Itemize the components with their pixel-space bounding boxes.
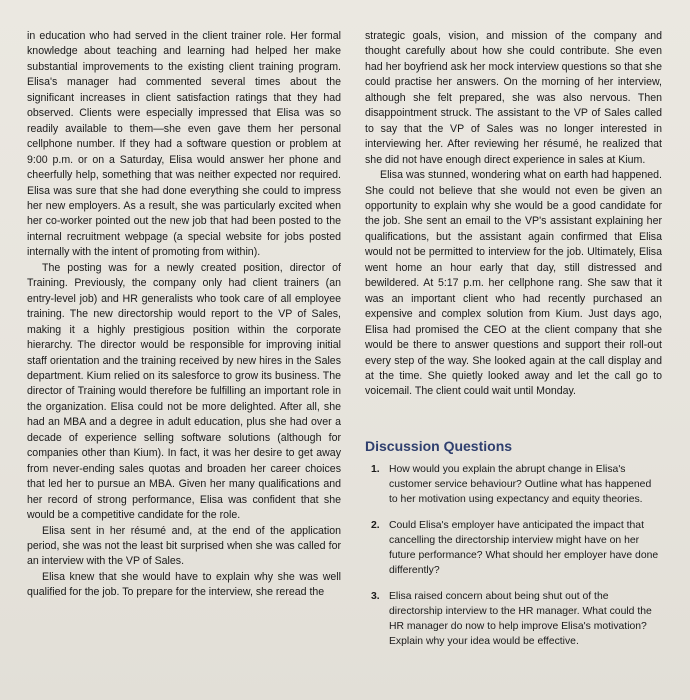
question-number: 1. [371, 464, 380, 475]
question-item [365, 462, 662, 507]
question-item [365, 518, 662, 578]
right-paragraph-2: Elisa was stunned, wondering what on earth had happened. She could not believe that she would not even be given an opportunity to explain why she would be a good candidate for the job. She sent an email to the VP's assistant explaining her qualifications, but the assistant again confirmed that Elisa would not be permitted to interview for the job. Ultimately, Elisa went home an hour early that day, still distressed and bewildered. At 5:17 p.m. her cellphone rang. She saw that it was an important client who had recently purchased an expensive and complex solution from Kium. Just days ago, Elisa had promised the CEO at the client company that she would be there to answer questions and support their roll-out every step of the way. She looked again at the call display and at the time. She quietly looked away and let the call go to voicemail. The client could wait until Monday. [365, 169, 662, 398]
left-paragraph-1: in education who had served in the client trainer role. Her formal knowledge about teaching and learning had helped her make substantial improvements to the existing client training program. Elisa's manager had commented several times about the significant increases in client satisfaction ratings that they had observed. Clients were especially impressed that Elisa was so readily available to them—she even gave them her personal cellphone number. If they had a software question or problem at 9:00 p.m. or on a Saturday, Elisa would answer her phone and cheerfully help, something that was neither expected nor required. Elisa was sure that she had done everything she could to impress her new employers. As a result, she was particularly excited when her co-worker pointed out the new job that had been posted to the internal recruitment webpage (a special website for jobs posted internally with the intent of promoting from within). [27, 30, 341, 259]
left-paragraph-4: Elisa knew that she would have to explain why she was well qualified for the job. To prepare for the interview, she reread the [27, 570, 341, 599]
question-text: Could Elisa's employer have anticipated the impact that cancelling the directorship interview might have on her future performance? What should her employer have done differently? [389, 520, 659, 576]
discussion-questions-heading: Discussion Questions [365, 438, 513, 454]
question-number: 2. [371, 520, 380, 531]
question-number: 3. [371, 591, 380, 602]
question-item [365, 589, 662, 649]
left-paragraph-2: The posting was for a newly created position, director of Training. Previously, the company only had client trainers (an entry-level job) and HR generalists who took care of all employee training. The new directorship would report to the VP of Sales, making it a highly prestigious position within the corporate hierarchy. The director would be responsible for improving initial staff orientation and the training received by new hires in the Sales department. Kium relied on its salesforce to grow its business. The director of Training would therefore be fulfilling an important role in the organization. Elisa could not be more delighted. After all, she had an MBA and a degree in adult education, plus she had over a decade of experience selling software solutions (although for companies other than Kium). In fact, it was her desire to get away from never-ending sales quotas and broaden her career choices that led her to pursue an MBA. Given her many qualifications and her record of strong performance, Elisa was confident that she would be a competitive candidate for the role. [27, 261, 341, 522]
discussion-questions-list [365, 462, 662, 660]
question-text: How would you explain the abrupt change in Elisa's customer service behaviour? Outline what has happened to her motivation using expectancy and equity theories. [389, 464, 652, 505]
left-paragraph-3: Elisa sent in her résumé and, at the end of the application period, she was not the least bit surprised when she was called for an interview with the VP of Sales. [27, 524, 341, 568]
right-paragraph-1: strategic goals, vision, and mission of the company and thought carefully about how she could contribute. She even had her boyfriend ask her mock interview questions so that she could practise her answers. On the morning of her interview, although she felt prepared, she was also nervous. Then disappointment struck. The assistant to the VP of Sales called to say that the VP of Sales was no longer interested in interviewing her. After reviewing her résumé, he realized that she did not have enough direct experience in sales at Kium. [365, 30, 662, 166]
question-text: Elisa raised concern about being shut out of the directorship interview to the HR manager. What could the HR manager do now to help improve Elisa's motivation? Explain why your idea would be effective. [389, 591, 652, 647]
right-column [365, 29, 662, 400]
left-column [27, 29, 341, 601]
